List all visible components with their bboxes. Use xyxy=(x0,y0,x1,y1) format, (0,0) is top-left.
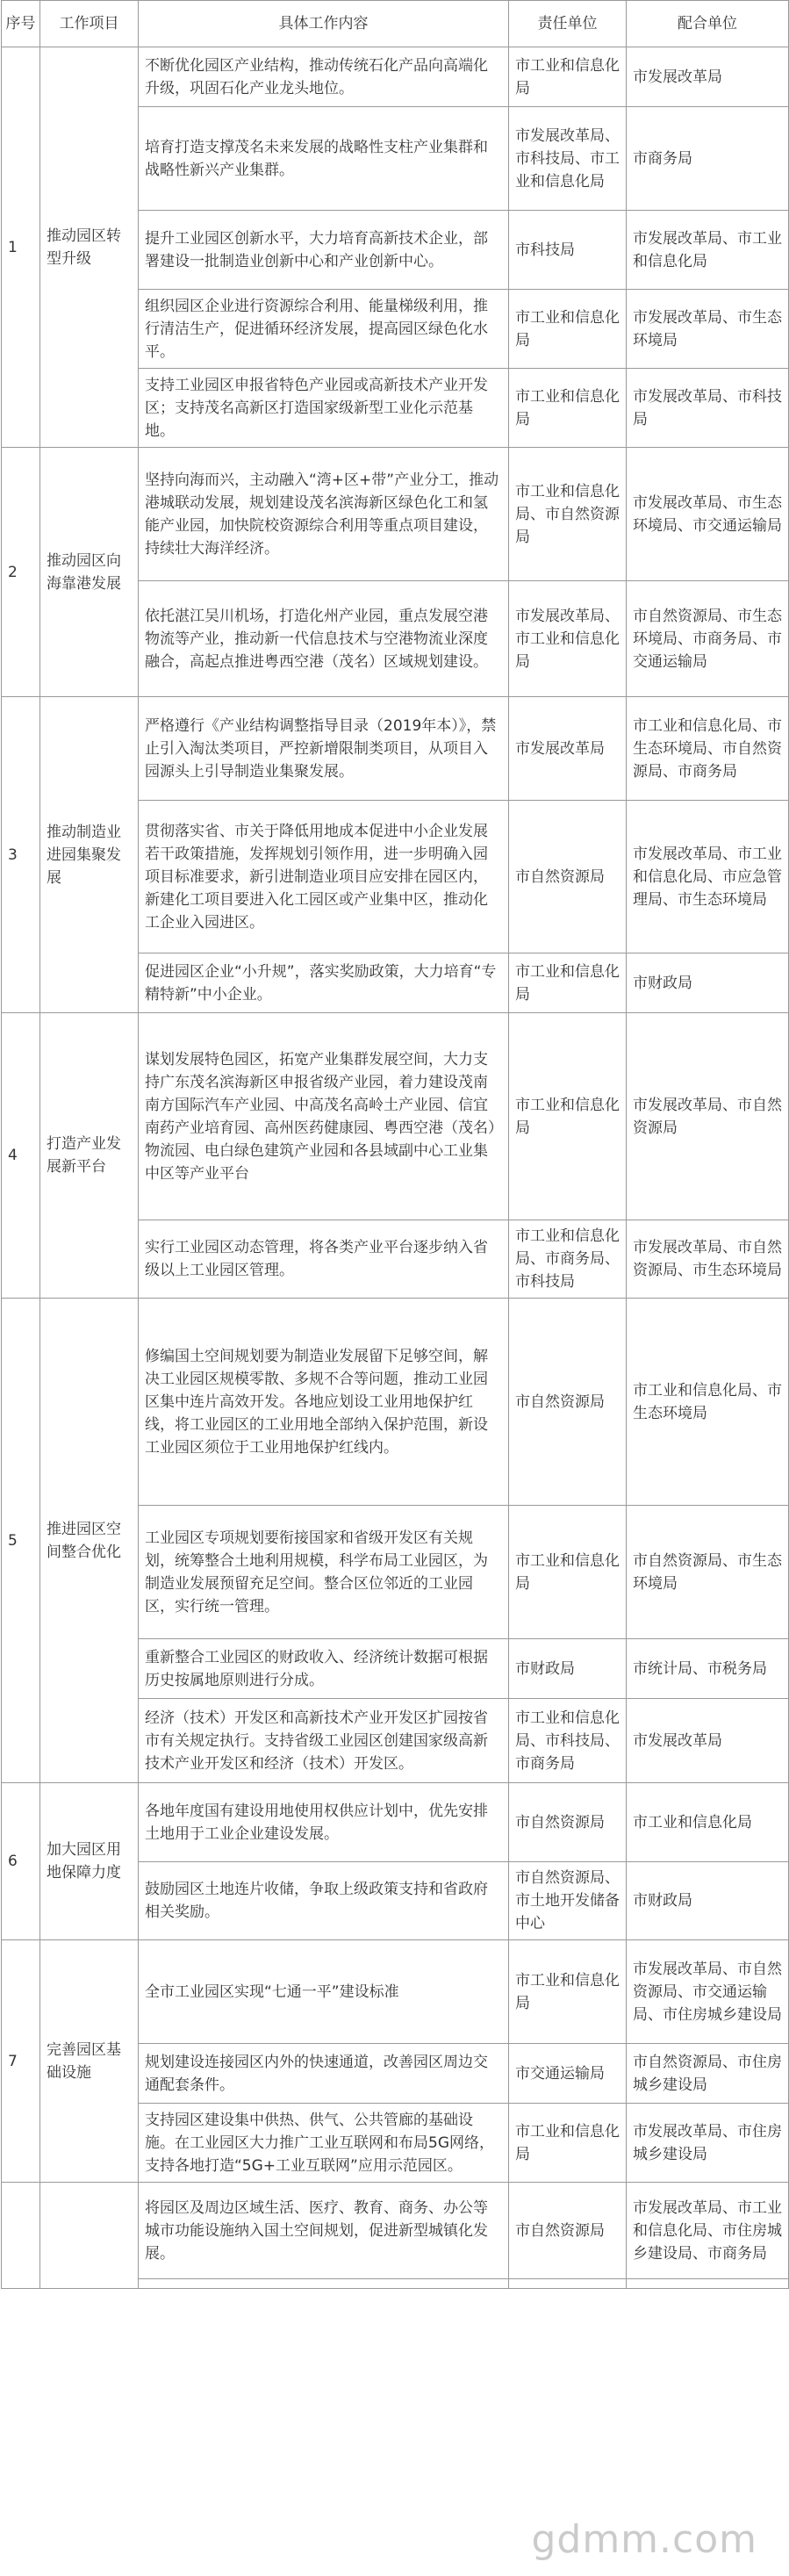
work-content: 不断优化园区产业结构，推动传统石化产品向高端化升级，巩固石化产业龙头地位。 xyxy=(139,47,509,107)
cooperating-unit: 市发展改革局、市生态环境局、市交通运输局 xyxy=(627,448,789,581)
work-project: 推动制造业进园集聚发展 xyxy=(40,697,139,1013)
responsible-unit: 市交通运输局 xyxy=(509,2044,627,2104)
table-row xyxy=(2,1940,789,2044)
header-no: 序号 xyxy=(2,1,40,47)
work-content: 严格遵行《产业结构调整指导目录（2019年本）》，禁止引入淘汰类项目，严控新增限制类项目，从项目入园源头上引导制造业集聚发展。 xyxy=(139,697,509,801)
table-row xyxy=(2,1783,789,1862)
responsible-unit: 市工业和信息化局 xyxy=(509,953,627,1013)
row-number: 7 xyxy=(2,1940,40,2183)
work-content: 培育打造支撑茂名未来发展的战略性支柱产业集群和战略性新兴产业集群。 xyxy=(139,107,509,211)
work-content: 坚持向海而兴，主动融入“湾+区+带”产业分工，推动港城联动发展，规划建设茂名滨海新区绿色化工和氢能产业园，加快院校资源综合利用等重点项目建设，持续壮大海洋经济。 xyxy=(139,448,509,581)
responsible-unit: 市自然资源局 xyxy=(509,1299,627,1506)
header-responsible: 责任单位 xyxy=(509,1,627,47)
work-content: 全市工业园区实现“七通一平”建设标准 xyxy=(139,1940,509,2044)
work-project: 打造产业发展新平台 xyxy=(40,1013,139,1299)
cooperating-unit: 市财政局 xyxy=(627,953,789,1013)
responsible-unit: 市工业和信息化局、市自然资源局 xyxy=(509,448,627,581)
cooperating-unit: 市发展改革局、市自然资源局、市交通运输局、市住房城乡建设局 xyxy=(627,1940,789,2044)
work-content: 谋划发展特色园区，拓宽产业集群发展空间，大力支持广东茂名滨海新区申报省级产业园，着力建设茂南南方国际汽车产业园、中高茂名高岭土产业园、信宜南药产业培育园、高州医药健康园、粤西空港（茂名）物流园、电白绿色建筑产业园和各县域副中心工业集中区等产业平台 xyxy=(139,1013,509,1220)
work-content: 促进园区企业“小升规”，落实奖励政策，大力培育“专精特新”中小企业。 xyxy=(139,953,509,1013)
work-content: 提升工业园区创新水平，大力培育高新技术企业，部署建设一批制造业创新中心和产业创新中心。 xyxy=(139,211,509,290)
row-number: 6 xyxy=(2,1783,40,1940)
cooperating-unit: 市发展改革局 xyxy=(627,47,789,107)
cooperating-unit xyxy=(627,2279,789,2289)
responsible-unit: 市发展改革局、市科技局、市工业和信息化局 xyxy=(509,107,627,211)
responsible-unit: 市工业和信息化局 xyxy=(509,1506,627,1639)
row-number: 5 xyxy=(2,1299,40,1783)
cooperating-unit: 市工业和信息化局、市生态环境局、市自然资源局、市商务局 xyxy=(627,697,789,801)
work-content: 重新整合工业园区的财政收入、经济统计数据可根据历史按属地原则进行分成。 xyxy=(139,1639,509,1699)
cooperating-unit: 市自然资源局、市生态环境局、市商务局、市交通运输局 xyxy=(627,581,789,697)
responsible-unit xyxy=(509,2279,627,2289)
work-content: 经济（技术）开发区和高新技术产业开发区扩园按省市有关规定执行。支持省级工业园区创建国家级高新技术产业开发区和经济（技术）开发区。 xyxy=(139,1699,509,1783)
header-project: 工作项目 xyxy=(40,1,139,47)
row-number: 3 xyxy=(2,697,40,1013)
work-content: 修编国土空间规划要为制造业发展留下足够空间，解决工业园区规模零散、多规不合等问题，推动工业园区集中连片高效开发。各地应划设工业用地保护红线，将工业园区的工业用地全部纳入保护范围，新设工业园区须位于工业用地保护红线内。 xyxy=(139,1299,509,1506)
work-project: 完善园区基础设施 xyxy=(40,1940,139,2183)
cooperating-unit: 市发展改革局、市工业和信息化局 xyxy=(627,211,789,290)
table-row xyxy=(2,1013,789,1220)
responsible-unit: 市工业和信息化局 xyxy=(509,369,627,448)
cooperating-unit: 市发展改革局、市工业和信息化局、市住房城乡建设局、市商务局 xyxy=(627,2183,789,2279)
work-content: 鼓励园区土地连片收储，争取上级政策支持和省政府相关奖励。 xyxy=(139,1862,509,1940)
work-content xyxy=(139,2279,509,2289)
responsible-unit: 市工业和信息化局 xyxy=(509,1940,627,2044)
work-content: 组织园区企业进行资源综合利用、能量梯级利用，推行清洁生产，促进循环经济发展，提高园区绿色化水平。 xyxy=(139,290,509,369)
cooperating-unit: 市发展改革局、市科技局 xyxy=(627,369,789,448)
responsible-unit: 市工业和信息化局 xyxy=(509,2104,627,2183)
work-content: 工业园区专项规划要衔接国家和省级开发区有关规划，统筹整合土地利用规模，科学布局工业园区，为制造业发展预留充足空间。整合区位邻近的工业园区，实行统一管理。 xyxy=(139,1506,509,1639)
work-project: 推进园区空间整合优化 xyxy=(40,1299,139,1783)
responsible-unit: 市工业和信息化局 xyxy=(509,290,627,369)
work-project xyxy=(40,2183,139,2289)
table-row xyxy=(2,448,789,581)
responsible-unit: 市工业和信息化局 xyxy=(509,1013,627,1220)
table-body xyxy=(2,47,789,2289)
responsible-unit: 市自然资源局 xyxy=(509,2183,627,2279)
header-cooperate: 配合单位 xyxy=(627,1,789,47)
responsible-unit: 市财政局 xyxy=(509,1639,627,1699)
watermark-text: gdmm.com xyxy=(531,2517,757,2562)
cooperating-unit: 市发展改革局、市工业和信息化局、市应急管理局、市生态环境局 xyxy=(627,801,789,953)
responsible-unit: 市科技局 xyxy=(509,211,627,290)
responsible-unit: 市工业和信息化局、市科技局、市商务局 xyxy=(509,1699,627,1783)
responsible-unit: 市自然资源局 xyxy=(509,1783,627,1862)
work-project: 推动园区转型升级 xyxy=(40,47,139,448)
header-content: 具体工作内容 xyxy=(139,1,509,47)
cooperating-unit: 市工业和信息化局 xyxy=(627,1783,789,1862)
responsible-unit: 市自然资源局 xyxy=(509,801,627,953)
work-content: 实行工业园区动态管理，将各类产业平台逐步纳入省级以上工业园区管理。 xyxy=(139,1220,509,1299)
work-content: 依托湛江吴川机场，打造化州产业园，重点发展空港物流等产业，推动新一代信息技术与空港物流业深度融合，高起点推进粤西空港（茂名）区域规划建设。 xyxy=(139,581,509,697)
cooperating-unit: 市发展改革局 xyxy=(627,1699,789,1783)
work-table xyxy=(1,0,789,2289)
work-content: 支持园区建设集中供热、供气、公共管廊的基础设施。在工业园区大力推广工业互联网和布局5G网络，支持各地打造“5G+工业互联网”应用示范园区。 xyxy=(139,2104,509,2183)
responsible-unit: 市发展改革局、市工业和信息化局 xyxy=(509,581,627,697)
work-content: 各地年度国有建设用地使用权供应计划中，优先安排土地用于工业企业建设发展。 xyxy=(139,1783,509,1862)
row-number: 2 xyxy=(2,448,40,697)
cooperating-unit: 市发展改革局、市自然资源局 xyxy=(627,1013,789,1220)
table-row xyxy=(2,697,789,801)
cooperating-unit: 市商务局 xyxy=(627,107,789,211)
table-header-row xyxy=(2,1,789,47)
cooperating-unit: 市工业和信息化局、市生态环境局 xyxy=(627,1299,789,1506)
responsible-unit: 市工业和信息化局、市商务局、市科技局 xyxy=(509,1220,627,1299)
table-row xyxy=(2,1299,789,1506)
work-project: 加大园区用地保障力度 xyxy=(40,1783,139,1940)
cooperating-unit: 市自然资源局、市住房城乡建设局 xyxy=(627,2044,789,2104)
row-number: 4 xyxy=(2,1013,40,1299)
row-number: 1 xyxy=(2,47,40,448)
cooperating-unit: 市发展改革局、市生态环境局 xyxy=(627,290,789,369)
row-number xyxy=(2,2183,40,2289)
work-content: 将园区及周边区域生活、医疗、教育、商务、办公等城市功能设施纳入国土空间规划，促进新型城镇化发展。 xyxy=(139,2183,509,2279)
table-row xyxy=(2,47,789,107)
responsible-unit: 市发展改革局 xyxy=(509,697,627,801)
table-row xyxy=(2,2183,789,2279)
cooperating-unit: 市财政局 xyxy=(627,1862,789,1940)
work-content: 贯彻落实省、市关于降低用地成本促进中小企业发展若干政策措施，发挥规划引领作用，进一步明确入园项目标准要求，新引进制造业项目应安排在园区内，新建化工项目要进入化工园区或产业集中区，推动化工企业入园进区。 xyxy=(139,801,509,953)
work-project: 推动园区向海靠港发展 xyxy=(40,448,139,697)
cooperating-unit: 市发展改革局、市住房城乡建设局 xyxy=(627,2104,789,2183)
cooperating-unit: 市统计局、市税务局 xyxy=(627,1639,789,1699)
cooperating-unit: 市自然资源局、市生态环境局 xyxy=(627,1506,789,1639)
work-content: 规划建设连接园区内外的快速通道，改善园区周边交通配套条件。 xyxy=(139,2044,509,2104)
work-content: 支持工业园区申报省特色产业园或高新技术产业开发区；支持茂名高新区打造国家级新型工业化示范基地。 xyxy=(139,369,509,448)
cooperating-unit: 市发展改革局、市自然资源局、市生态环境局 xyxy=(627,1220,789,1299)
responsible-unit: 市自然资源局、市土地开发储备中心 xyxy=(509,1862,627,1940)
responsible-unit: 市工业和信息化局 xyxy=(509,47,627,107)
